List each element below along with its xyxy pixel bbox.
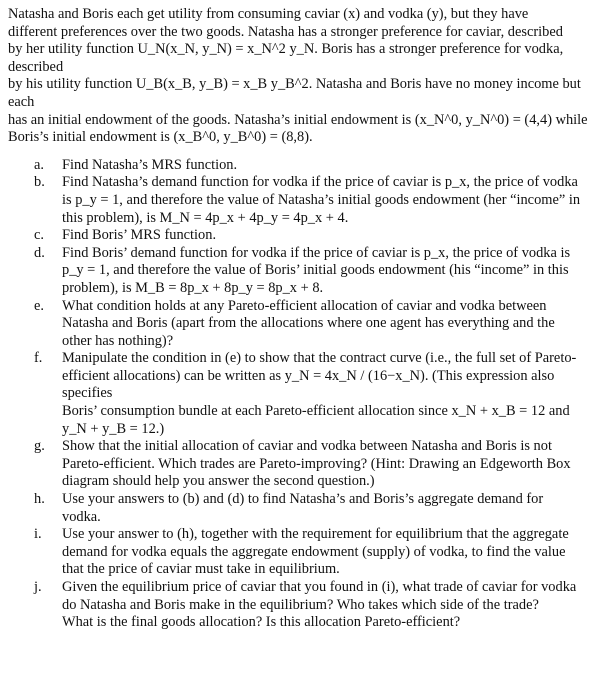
question-line: diagram should help you answer the second question.) [62,473,375,490]
question-line: Pareto-efficient. Which trades are Pareto-improving? (Hint: Drawing an Edgeworth Box [62,455,571,472]
question-h [8,491,593,526]
question-label: h. [34,491,45,508]
intro-line: Boris’s initial endowment is (x_B^0, y_B^0) = (8,8). [8,129,313,146]
question-line: do Natasha and Boris make in the equilibrium? Who takes which side of the trade? [62,596,539,613]
question-e [8,298,593,351]
question-f [8,350,593,438]
question-line: What is the final goods allocation? Is this allocation Pareto-efficient? [62,614,461,631]
problem-intro [8,6,593,147]
question-line: Use your answer to (h), together with the requirement for equilibrium that the aggregate [62,526,569,543]
question-line: What condition holds at any Pareto-efficient allocation of caviar and vodka between [62,297,547,314]
question-list [8,157,593,632]
question-line: Find Boris’ MRS function. [62,227,217,244]
question-i [8,526,593,579]
question-line: that the price of caviar must take in equilibrium. [62,561,340,578]
question-label: b. [34,174,45,191]
question-b [8,174,593,227]
question-d [8,245,593,298]
question-line: Find Natasha’s demand function for vodka if the price of caviar is p_x, the price of vodka [62,174,578,191]
question-label: e. [34,297,44,314]
question-label: g. [34,438,45,455]
question-line: Boris’ consumption bundle at each Pareto-efficient allocation since x_N + x_B = 12 and [62,403,570,420]
question-g [8,438,593,491]
question-c [8,227,593,245]
intro-line: has an initial endowment of the goods. Natasha’s initial endowment is (x_N^0, y_N^0) = (4,4) while [8,111,588,128]
question-label: d. [34,244,45,261]
question-line: demand for vodka equals the aggregate endowment (supply) of vodka, to find the value [62,543,566,560]
question-label: i. [34,526,42,543]
question-line: Given the equilibrium price of caviar that you found in (i), what trade of caviar for vodka [62,579,577,595]
question-line: problem), is M_B = 8p_x + 8p_y = 8p_x + 8. [62,279,324,296]
question-line: p_y = 1, and therefore the value of Boris’ initial goods endowment (his “income” in this [62,262,569,279]
question-line: Find Boris’ demand function for vodka if the price of caviar is p_x, the price of vodka is [62,244,571,261]
question-line: Use your answers to (b) and (d) to find Natasha’s and Boris’s aggregate demand for [62,491,544,508]
question-line: Manipulate the condition in (e) to show that the contract curve (i.e., the full set of Pareto- [62,350,577,367]
intro-line: different preferences over the two goods. Natasha has a stronger preference for caviar, described [8,23,563,40]
question-line: is p_y = 1, and therefore the value of Natasha’s initial goods endowment (her “income” in [62,191,581,208]
intro-line: by his utility function U_B(x_B, y_B) = x_B y_B^2. Natasha and Boris have no money income but each [8,76,581,110]
question-line: Show that the initial allocation of caviar and vodka between Natasha and Boris is not [62,438,552,455]
intro-line: by her utility function U_N(x_N, y_N) = x_N^2 y_N. Boris has a stronger preference for vodka, described [8,41,564,75]
question-line: Find Natasha’s MRS function. [62,156,238,173]
question-label: a. [34,156,44,173]
question-line: vodka. [62,508,101,525]
question-a [8,157,593,175]
question-line: this problem), is M_N = 4p_x + 4p_y = 4p_x + 4. [62,209,349,226]
question-label: c. [34,227,44,244]
question-line: efficient allocations) can be written as y_N = 4x_N / (16−x_N). (This expression also specifies [62,367,555,402]
question-label: j. [34,579,42,595]
question-line: y_N + y_B = 12.) [62,420,165,437]
intro-line: Natasha and Boris each get utility from consuming caviar (x) and vodka (y), but they have [8,6,529,22]
question-j [8,579,593,632]
question-label: f. [34,350,43,367]
question-line: other has nothing)? [62,332,174,349]
question-line: Natasha and Boris (apart from the allocations where one agent has everything and the [62,315,555,332]
